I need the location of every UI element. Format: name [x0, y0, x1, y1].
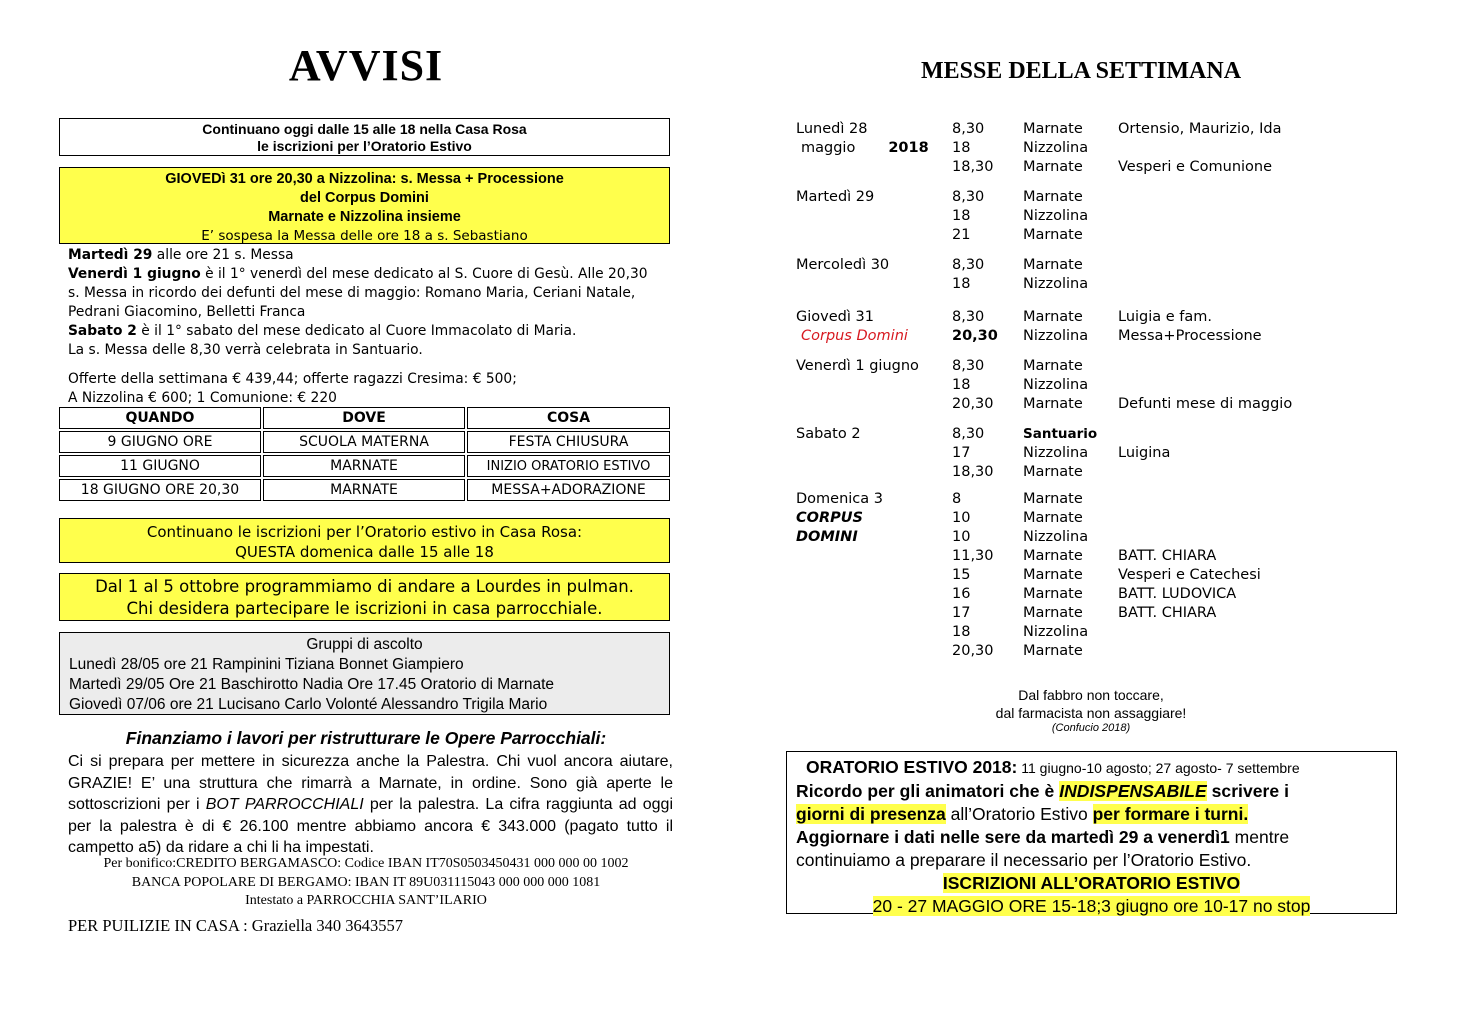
iscrizioni-line-2: le iscrizioni per l’Oratorio Estivo — [257, 138, 472, 154]
mass-time: 18 — [952, 377, 971, 393]
corpus-line-2: del Corpus Domini — [300, 190, 429, 206]
pulizie-line: PER PUILIZIE IN CASA : Graziella 340 3643557 — [68, 916, 404, 935]
mass-time: 21 — [952, 227, 971, 243]
mass-place: Marnate — [1023, 548, 1083, 564]
oratorio-title: ORATORIO ESTIVO 2018: — [806, 757, 1018, 777]
mass-place: Nizzolina — [1023, 140, 1089, 156]
agenda-cell: 9 GIUGNO ORE — [59, 431, 261, 453]
agenda-cell: MARNATE — [263, 479, 465, 501]
mass-day-label — [796, 490, 883, 547]
mass-intention: Vesperi e Comunione — [1118, 159, 1273, 175]
mass-intention: Luigina — [1118, 445, 1171, 461]
iscrizioni-date-highlight: 20 - 27 MAGGIO ORE 15-18;3 giugno ore 10-17 no stop — [872, 896, 1311, 916]
mass-place: Marnate — [1023, 189, 1083, 205]
day-name: Mercoledì 30 — [796, 257, 890, 273]
giorni-presenza-highlight: giorni di presenza — [796, 804, 946, 824]
oratorio-dates: 11 giugno-10 agosto; 27 agosto- 7 settembre — [1017, 760, 1300, 776]
notice-1-rest: alle ore 21 s. Messa — [152, 247, 294, 263]
day-name: Domenica 3 — [796, 491, 883, 507]
oratorio-r2b: all’Oratorio Estivo — [945, 804, 1093, 824]
iscrizioni-oratorio-highlight: ISCRIZIONI ALL’ORATORIO ESTIVO — [942, 873, 1241, 893]
oratorio-r1c: scrivere i — [1206, 781, 1290, 801]
mass-place: Nizzolina — [1023, 208, 1089, 224]
gruppi-line-1: Lunedì 28/05 ore 21 Rampinini Tiziana Bonnet Giampiero — [69, 656, 464, 673]
iban-line-3: Intestato a PARROCCHIA SANT’ILARIO — [245, 893, 487, 908]
finanziamo-part-1: Ci si prepara per mettere in sicurezza anche la Palestra. Chi vuol ancora aiutare, GRAZIE! E’ una struttura che rimarrà a Marnate, in ordine. Sono già aperte le sottoscrizioni per i — [68, 753, 673, 813]
mass-place: Marnate — [1023, 396, 1083, 412]
mass-time: 8,30 — [952, 121, 985, 137]
casa-rosa-line-1: Continuano le iscrizioni per l’Oratorio estivo in Casa Rosa: — [146, 523, 583, 541]
oratorio-r3b: mentre — [1229, 827, 1290, 847]
agenda-cell: SCUOLA MATERNA — [263, 431, 465, 453]
mass-intention: Luigia e fam. — [1118, 309, 1213, 325]
mass-time: 18 — [952, 208, 971, 224]
notice-4: Pedrani Giacomino, Belletti Franca — [68, 304, 306, 320]
mass-day-label — [796, 425, 861, 444]
mass-place: Marnate — [1023, 567, 1083, 583]
mass-intention: BATT. CHIARA — [1118, 605, 1217, 621]
mass-intention: Defunti mese di maggio — [1118, 396, 1293, 412]
gruppi-box — [59, 632, 670, 715]
iban-block — [60, 855, 672, 911]
corpus-domini-box — [59, 167, 670, 244]
quote-block — [786, 686, 1396, 735]
corpus-note: E’ sospesa la Messa delle ore 18 a s. Sebastiano — [201, 228, 528, 244]
mass-day-label — [796, 188, 874, 207]
mass-time: 20,30 — [952, 328, 998, 344]
offerte-block — [68, 370, 517, 408]
mass-time: 17 — [952, 445, 971, 461]
mass-time: 17 — [952, 605, 971, 621]
mass-time: 18,30 — [952, 159, 994, 175]
mass-intention: Ortensio, Maurizio, Ida — [1118, 121, 1282, 137]
oratorio-r4: continuiamo a preparare il necessario per l’Oratorio Estivo. — [796, 850, 1252, 870]
oratorio-r1a: Ricordo per gli animatori che è — [796, 781, 1060, 801]
mass-intention: Messa+Processione — [1118, 328, 1262, 344]
avvisi-title: AVVISI — [288, 41, 444, 90]
offerte-line-1: Offerte della settimana € 439,44; offerte ragazzi Cresima: € 500; — [68, 371, 517, 387]
mass-place: Marnate — [1023, 257, 1083, 273]
lourdes-line-1: Dal 1 al 5 ottobre programmiamo di andare a Lourdes in pulman. — [95, 577, 634, 596]
day-name: Venerdì 1 giugno — [796, 358, 919, 374]
table-row — [59, 455, 670, 477]
day-name: Martedì 29 — [796, 189, 875, 205]
corpus-line-3: Marnate e Nizzolina insieme — [268, 209, 461, 225]
agenda-header-cosa: COSA — [467, 407, 670, 429]
gruppi-line-3: Giovedì 07/06 ore 21 Lucisano Carlo Volonté Alessandro Trigila Mario — [69, 696, 548, 713]
notice-6: La s. Messa delle 8,30 verrà celebrata in Santuario. — [68, 342, 423, 358]
notice-5-bold: Sabato 2 — [68, 323, 137, 339]
bot-parrocchiali: BOT PARROCCHIALI — [205, 796, 364, 813]
mass-place: Nizzolina — [1023, 276, 1089, 292]
day-month: maggio — [801, 140, 856, 156]
iscrizioni-box — [59, 118, 670, 156]
mass-day-label — [796, 357, 919, 376]
mass-time: 11,30 — [952, 548, 994, 564]
lourdes-box — [59, 573, 670, 621]
mass-time: 18 — [952, 276, 971, 292]
agenda-cell: MESSA+ADORAZIONE — [467, 479, 670, 501]
mass-time: 18 — [952, 140, 971, 156]
day-name: Giovedì 31 — [796, 309, 874, 325]
mass-place: Nizzolina — [1023, 377, 1089, 393]
day-subtitle: Corpus Domini — [801, 328, 908, 344]
agenda-cell: FESTA CHIUSURA — [467, 431, 670, 453]
mass-place: Marnate — [1023, 464, 1083, 480]
mass-time: 15 — [952, 567, 971, 583]
notice-1-bold: Martedì 29 — [68, 247, 153, 263]
agenda-cell: 11 GIUGNO — [59, 455, 261, 477]
mass-time: 8,30 — [952, 309, 985, 325]
mass-intention: BATT. LUDOVICA — [1118, 586, 1237, 602]
day-year: 2018 — [888, 140, 929, 156]
mass-time: 8,30 — [952, 189, 985, 205]
iban-line-1: Per bonifico:CREDITO BERGAMASCO: Codice IBAN IT70S0503450431 000 000 00 1002 — [103, 856, 629, 871]
mass-place: Marnate — [1023, 586, 1083, 602]
mass-time: 18,30 — [952, 464, 994, 480]
day-subtitle: CORPUS — [796, 510, 863, 526]
agenda-header-row — [59, 407, 670, 429]
mass-intention: BATT. CHIARA — [1118, 548, 1217, 564]
notice-2-rest: è il 1° venerdì del mese dedicato al S. Cuore di Gesù. Alle 20,30 — [200, 266, 648, 282]
mass-place: Marnate — [1023, 605, 1083, 621]
mass-place: Nizzolina — [1023, 624, 1089, 640]
iban-line-2: BANCA POPOLARE DI BERGAMO: IBAN IT 89U031115043 000 000 000 1081 — [131, 874, 601, 890]
finanziamo-text — [68, 751, 673, 859]
messe-title: MESSE DELLA SETTIMANA — [920, 58, 1242, 84]
day-subtitle — [796, 139, 929, 158]
agenda-table-wrap — [57, 405, 672, 503]
oratorio-r3a: Aggiornare i dati nelle sere da martedì 29 a venerdì1 — [796, 827, 1230, 847]
mass-place: Marnate — [1023, 309, 1083, 325]
day-subtitle: DOMINI — [796, 529, 858, 545]
mass-place: Marnate — [1023, 159, 1083, 175]
notice-3: s. Messa in ricordo dei defunti del mese di maggio: Romano Maria, Ceriani Natale, — [68, 285, 636, 301]
mass-place: Marnate — [1023, 121, 1083, 137]
mass-day-label — [796, 120, 929, 158]
oratorio-box — [786, 751, 1397, 914]
mass-time: 20,30 — [952, 396, 994, 412]
mass-place: Nizzolina — [1023, 445, 1089, 461]
quote-line-2: dal farmacista non assaggiare! — [995, 705, 1187, 721]
mass-time: 18 — [952, 624, 971, 640]
notice-2-bold: Venerdì 1 giugno — [68, 266, 201, 282]
mass-time: 8,30 — [952, 358, 985, 374]
table-row — [59, 431, 670, 453]
offerte-line-2: A Nizzolina € 600; 1 Comunione: € 220 — [68, 390, 337, 406]
lourdes-line-2: Chi desidera partecipare le iscrizioni in casa parrocchiale. — [126, 599, 603, 618]
gruppi-line-2: Martedì 29/05 Ore 21 Baschirotto Nadia Ore 17.45 Oratorio di Marnate — [69, 676, 555, 693]
finanziamo-part-2: per la palestra. La cifra raggiunta ad oggi per la palestra è di € 26.100 mentre abbiamo ancora € 343.000 (pagato tutto il campetto a5) da ridare a chi li ha impestati. — [68, 796, 674, 856]
mass-place: Nizzolina — [1023, 529, 1089, 545]
mass-day-label — [796, 308, 908, 346]
mass-time: 8,30 — [952, 257, 985, 273]
notices-block — [68, 246, 673, 360]
day-name: Sabato 2 — [796, 426, 861, 442]
agenda-header-quando: QUANDO — [59, 407, 261, 429]
agenda-cell: 18 GIUGNO ORE 20,30 — [59, 479, 261, 501]
finanziamo-title: Finanziamo i lavori per ristrutturare le Opere Parrocchiali: — [125, 728, 607, 748]
quote-author: (Confucio 2018) — [1051, 722, 1131, 734]
gruppi-title: Gruppi di ascolto — [306, 636, 423, 653]
mass-place: Marnate — [1023, 491, 1083, 507]
mass-time: 16 — [952, 586, 971, 602]
agenda-cell: MARNATE — [263, 455, 465, 477]
mass-place: Marnate — [1023, 510, 1083, 526]
formare-turni-highlight: per formare i turni. — [1092, 804, 1249, 824]
mass-time: 8,30 — [952, 426, 985, 442]
mass-day-label — [796, 256, 889, 275]
casa-rosa-box — [59, 518, 670, 563]
agenda-table — [57, 405, 672, 503]
quote-line-1: Dal fabbro non toccare, — [1018, 687, 1164, 703]
day-name: Lunedì 28 — [796, 121, 868, 137]
notice-5-rest: è il 1° sabato del mese dedicato al Cuore Immacolato di Maria. — [136, 323, 577, 339]
iscrizioni-line-1: Continuano oggi dalle 15 alle 18 nella Casa Rosa — [202, 121, 527, 137]
casa-rosa-line-2: QUESTA domenica dalle 15 alle 18 — [235, 543, 494, 561]
mass-time: 10 — [952, 529, 971, 545]
mass-place: Santuario — [1023, 426, 1098, 442]
mass-place: Marnate — [1023, 358, 1083, 374]
mass-place: Nizzolina — [1023, 328, 1089, 344]
agenda-header-dove: DOVE — [263, 407, 465, 429]
mass-time: 20,30 — [952, 643, 994, 659]
table-row — [59, 479, 670, 501]
mass-intention: Vesperi e Catechesi — [1118, 567, 1261, 583]
corpus-line-1: GIOVEDì 31 ore 20,30 a Nizzolina: s. Messa + Processione — [165, 171, 564, 187]
agenda-cell: INIZIO ORATORIO ESTIVO — [467, 455, 670, 477]
mass-time: 10 — [952, 510, 971, 526]
mass-place: Marnate — [1023, 643, 1083, 659]
mass-time: 8 — [952, 491, 962, 507]
indispensabile-highlight: INDISPENSABILE — [1059, 781, 1207, 801]
mass-place: Marnate — [1023, 227, 1083, 243]
